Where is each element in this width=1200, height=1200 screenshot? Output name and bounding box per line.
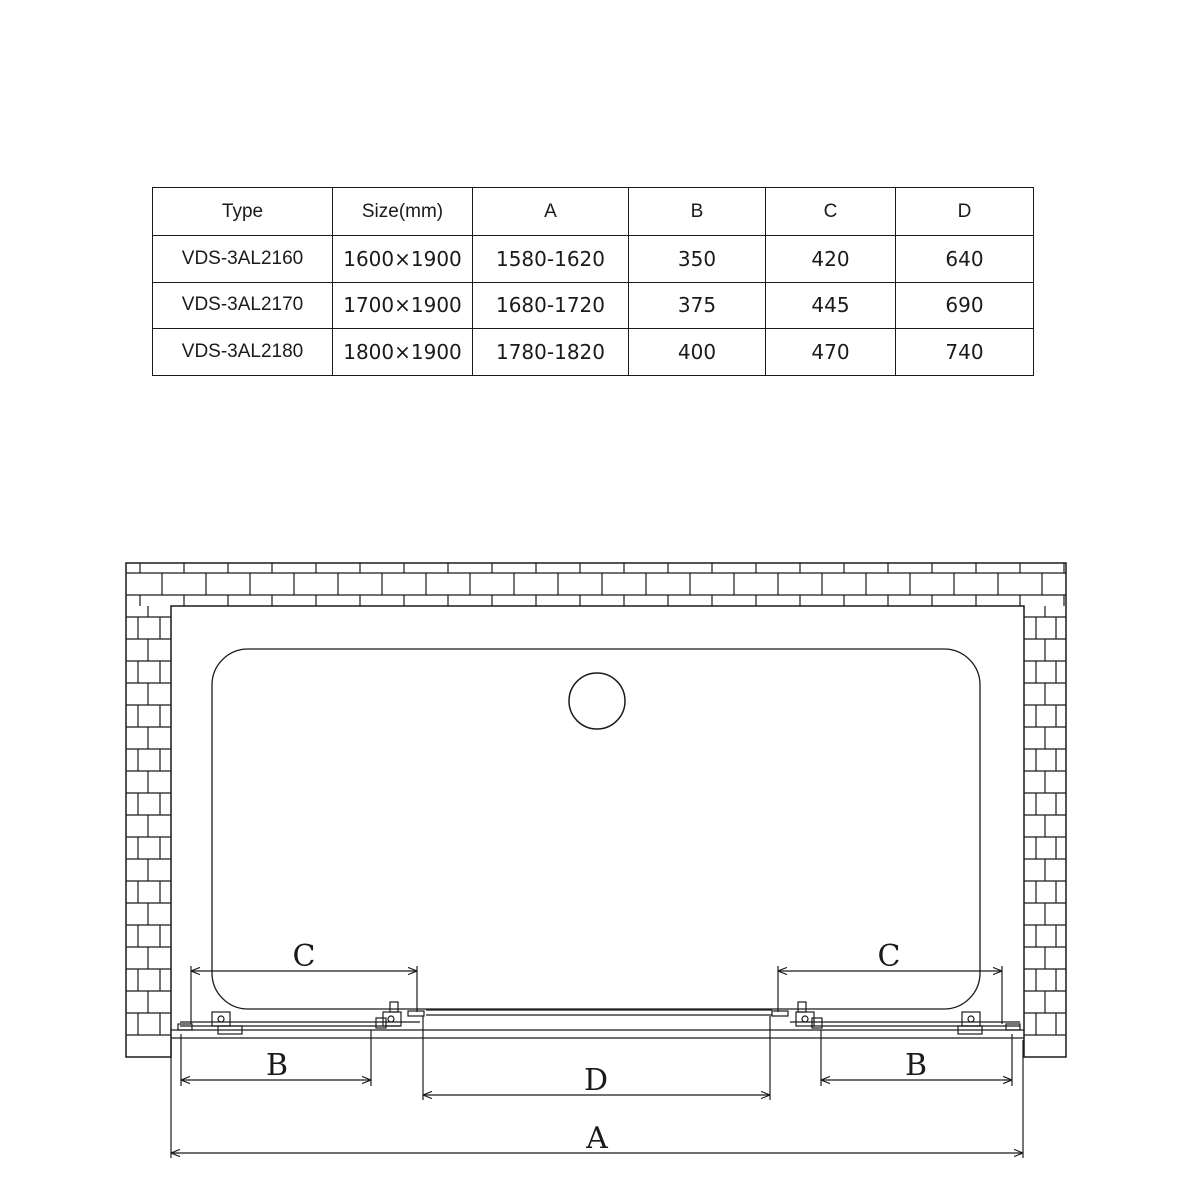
roller-right-outer-icon xyxy=(958,1012,1020,1034)
cell-size: 1800×1900 xyxy=(333,329,473,376)
cell-type: VDS-3AL2180 xyxy=(153,329,333,376)
table-row xyxy=(153,236,1034,283)
cell-type: VDS-3AL2170 xyxy=(153,282,333,329)
cell-type: VDS-3AL2160 xyxy=(153,236,333,283)
drain-icon xyxy=(569,673,625,729)
table-row xyxy=(153,329,1034,376)
cell-c: 420 xyxy=(766,236,896,283)
label-b-left: B xyxy=(265,1048,289,1083)
header-a: A xyxy=(473,188,629,236)
door-track xyxy=(171,1010,1024,1038)
cell-a: 1780-1820 xyxy=(473,329,629,376)
label-c-left: C xyxy=(292,939,316,974)
cell-d: 640 xyxy=(896,236,1034,283)
header-row xyxy=(153,188,1034,236)
header-b: B xyxy=(629,188,766,236)
cell-a: 1680-1720 xyxy=(473,282,629,329)
cell-size: 1700×1900 xyxy=(333,282,473,329)
label-b-right: B xyxy=(904,1048,928,1083)
header-d: D xyxy=(896,188,1034,236)
cell-b: 400 xyxy=(629,329,766,376)
label-a: A xyxy=(586,1121,608,1156)
header-type: Type xyxy=(153,188,333,236)
label-c-right: C xyxy=(877,939,901,974)
brick-wall xyxy=(126,563,1066,1057)
shower-plan-diagram xyxy=(0,540,1200,1200)
cell-b: 375 xyxy=(629,282,766,329)
cell-d: 740 xyxy=(896,329,1034,376)
label-d: D xyxy=(583,1063,609,1098)
header-size: Size(mm) xyxy=(333,188,473,236)
spec-table xyxy=(152,187,1034,376)
cell-size: 1600×1900 xyxy=(333,236,473,283)
cell-a: 1580-1620 xyxy=(473,236,629,283)
cell-b: 350 xyxy=(629,236,766,283)
header-c: C xyxy=(766,188,896,236)
cell-c: 445 xyxy=(766,282,896,329)
roller-left-outer-icon xyxy=(178,1012,242,1034)
table-row xyxy=(153,282,1034,329)
shower-tray xyxy=(212,649,980,1009)
cell-d: 690 xyxy=(896,282,1034,329)
cell-c: 470 xyxy=(766,329,896,376)
roller-right-inner-icon xyxy=(772,1002,822,1028)
